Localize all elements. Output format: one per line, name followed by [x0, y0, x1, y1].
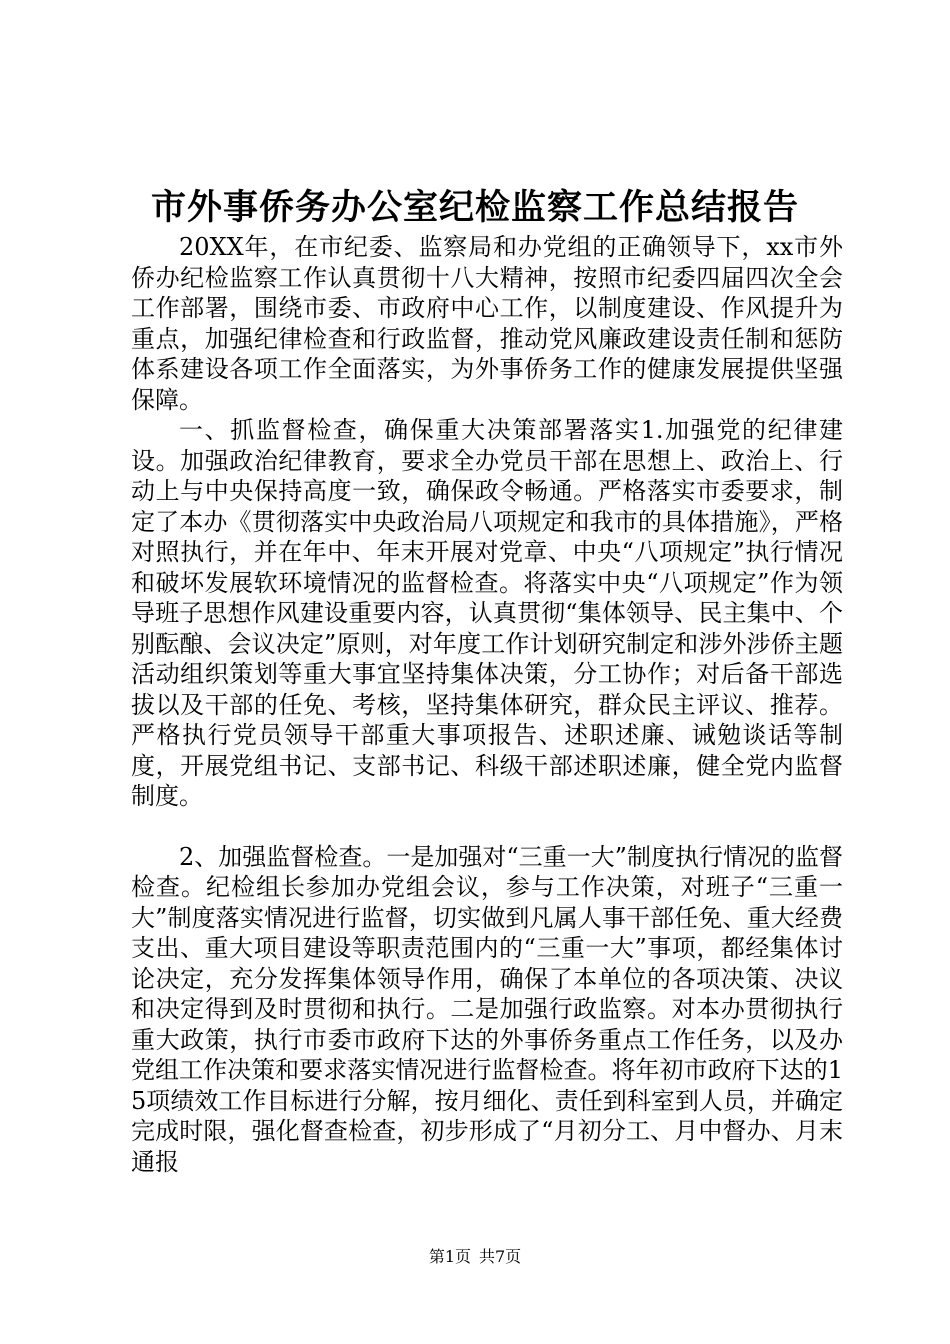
paragraph-section-2: 2、加强监督检查。一是加强对“三重一大”制度执行情况的监督检查。纪检组长参加办党组会议，参与工作决策，对班子“三重一大”制度落实情况进行监督，切实做到凡属人事干部任免、重大经费支出、重大项目建设等职责范围内的“三重一大”事项，都经集体讨论决定，充分发挥集体领导作用，确保了本单位的各项决策、决议和决定得到及时贯彻和执行。二是加强行政监察。对本办贯彻执行重大政策，执行市委市政府下达的外事侨务重点工作任务，以及办党组工作决策和要求落实情况进行监督检查。将年初市政府下达的15项绩效工作目标进行分解，按月细化、责任到科室到人员，并确定完成时限，强化督查检查，初步形成了“月初分工、月中督办、月末通报	[131, 842, 843, 1176]
page-footer	[0, 1246, 950, 1268]
document-body	[131, 232, 843, 1177]
page-number: 第1页	[428, 1247, 471, 1266]
paragraph-intro: 20XX年，在市纪委、监察局和办党组的正确领导下，xx市外侨办纪检监察工作认真贯彻十八大精神，按照市纪委四届四次全会工作部署，围绕市委、市政府中心工作，以制度建设、作风提升为重点，加强纪律检查和行政监督，推动党风廉政建设责任制和惩防体系建设各项工作全面落实，为外事侨务工作的健康发展提供坚强保障。	[131, 233, 843, 414]
paragraph-spacer	[131, 812, 843, 842]
document-title: 市外事侨务办公室纪检监察工作总结报告	[150, 187, 799, 228]
paragraph-section-1: 一、抓监督检查，确保重大决策部署落实1.加强党的纪律建设。加强政治纪律教育，要求全办党员干部在思想上、政治上、行动上与中央保持高度一致，确保政令畅通。严格落实市委要求，制定了本办《贯彻落实中央政治局八项规定和我市的具体措施》，严格对照执行，并在年中、年末开展对党章、中央“八项规定”执行情况和破坏发展软环境情况的监督检查。将落实中央“八项规定”作为领导班子思想作风建设重要内容，认真贯彻“集体领导、民主集中、个别酝酿、会议决定”原则，对年度工作计划研究制定和涉外涉侨主题活动组织策划等重大事宜坚持集体决策，分工协作；对后备干部选拔以及干部的任免、考核，坚持集体研究，群众民主评议、推荐。严格执行党员领导干部重大事项报告、述职述廉、诫勉谈话等制度，开展党组书记、支部书记、科级干部述职述廉，健全党内监督制度。	[131, 416, 843, 810]
page-total: 共7页	[479, 1247, 522, 1266]
